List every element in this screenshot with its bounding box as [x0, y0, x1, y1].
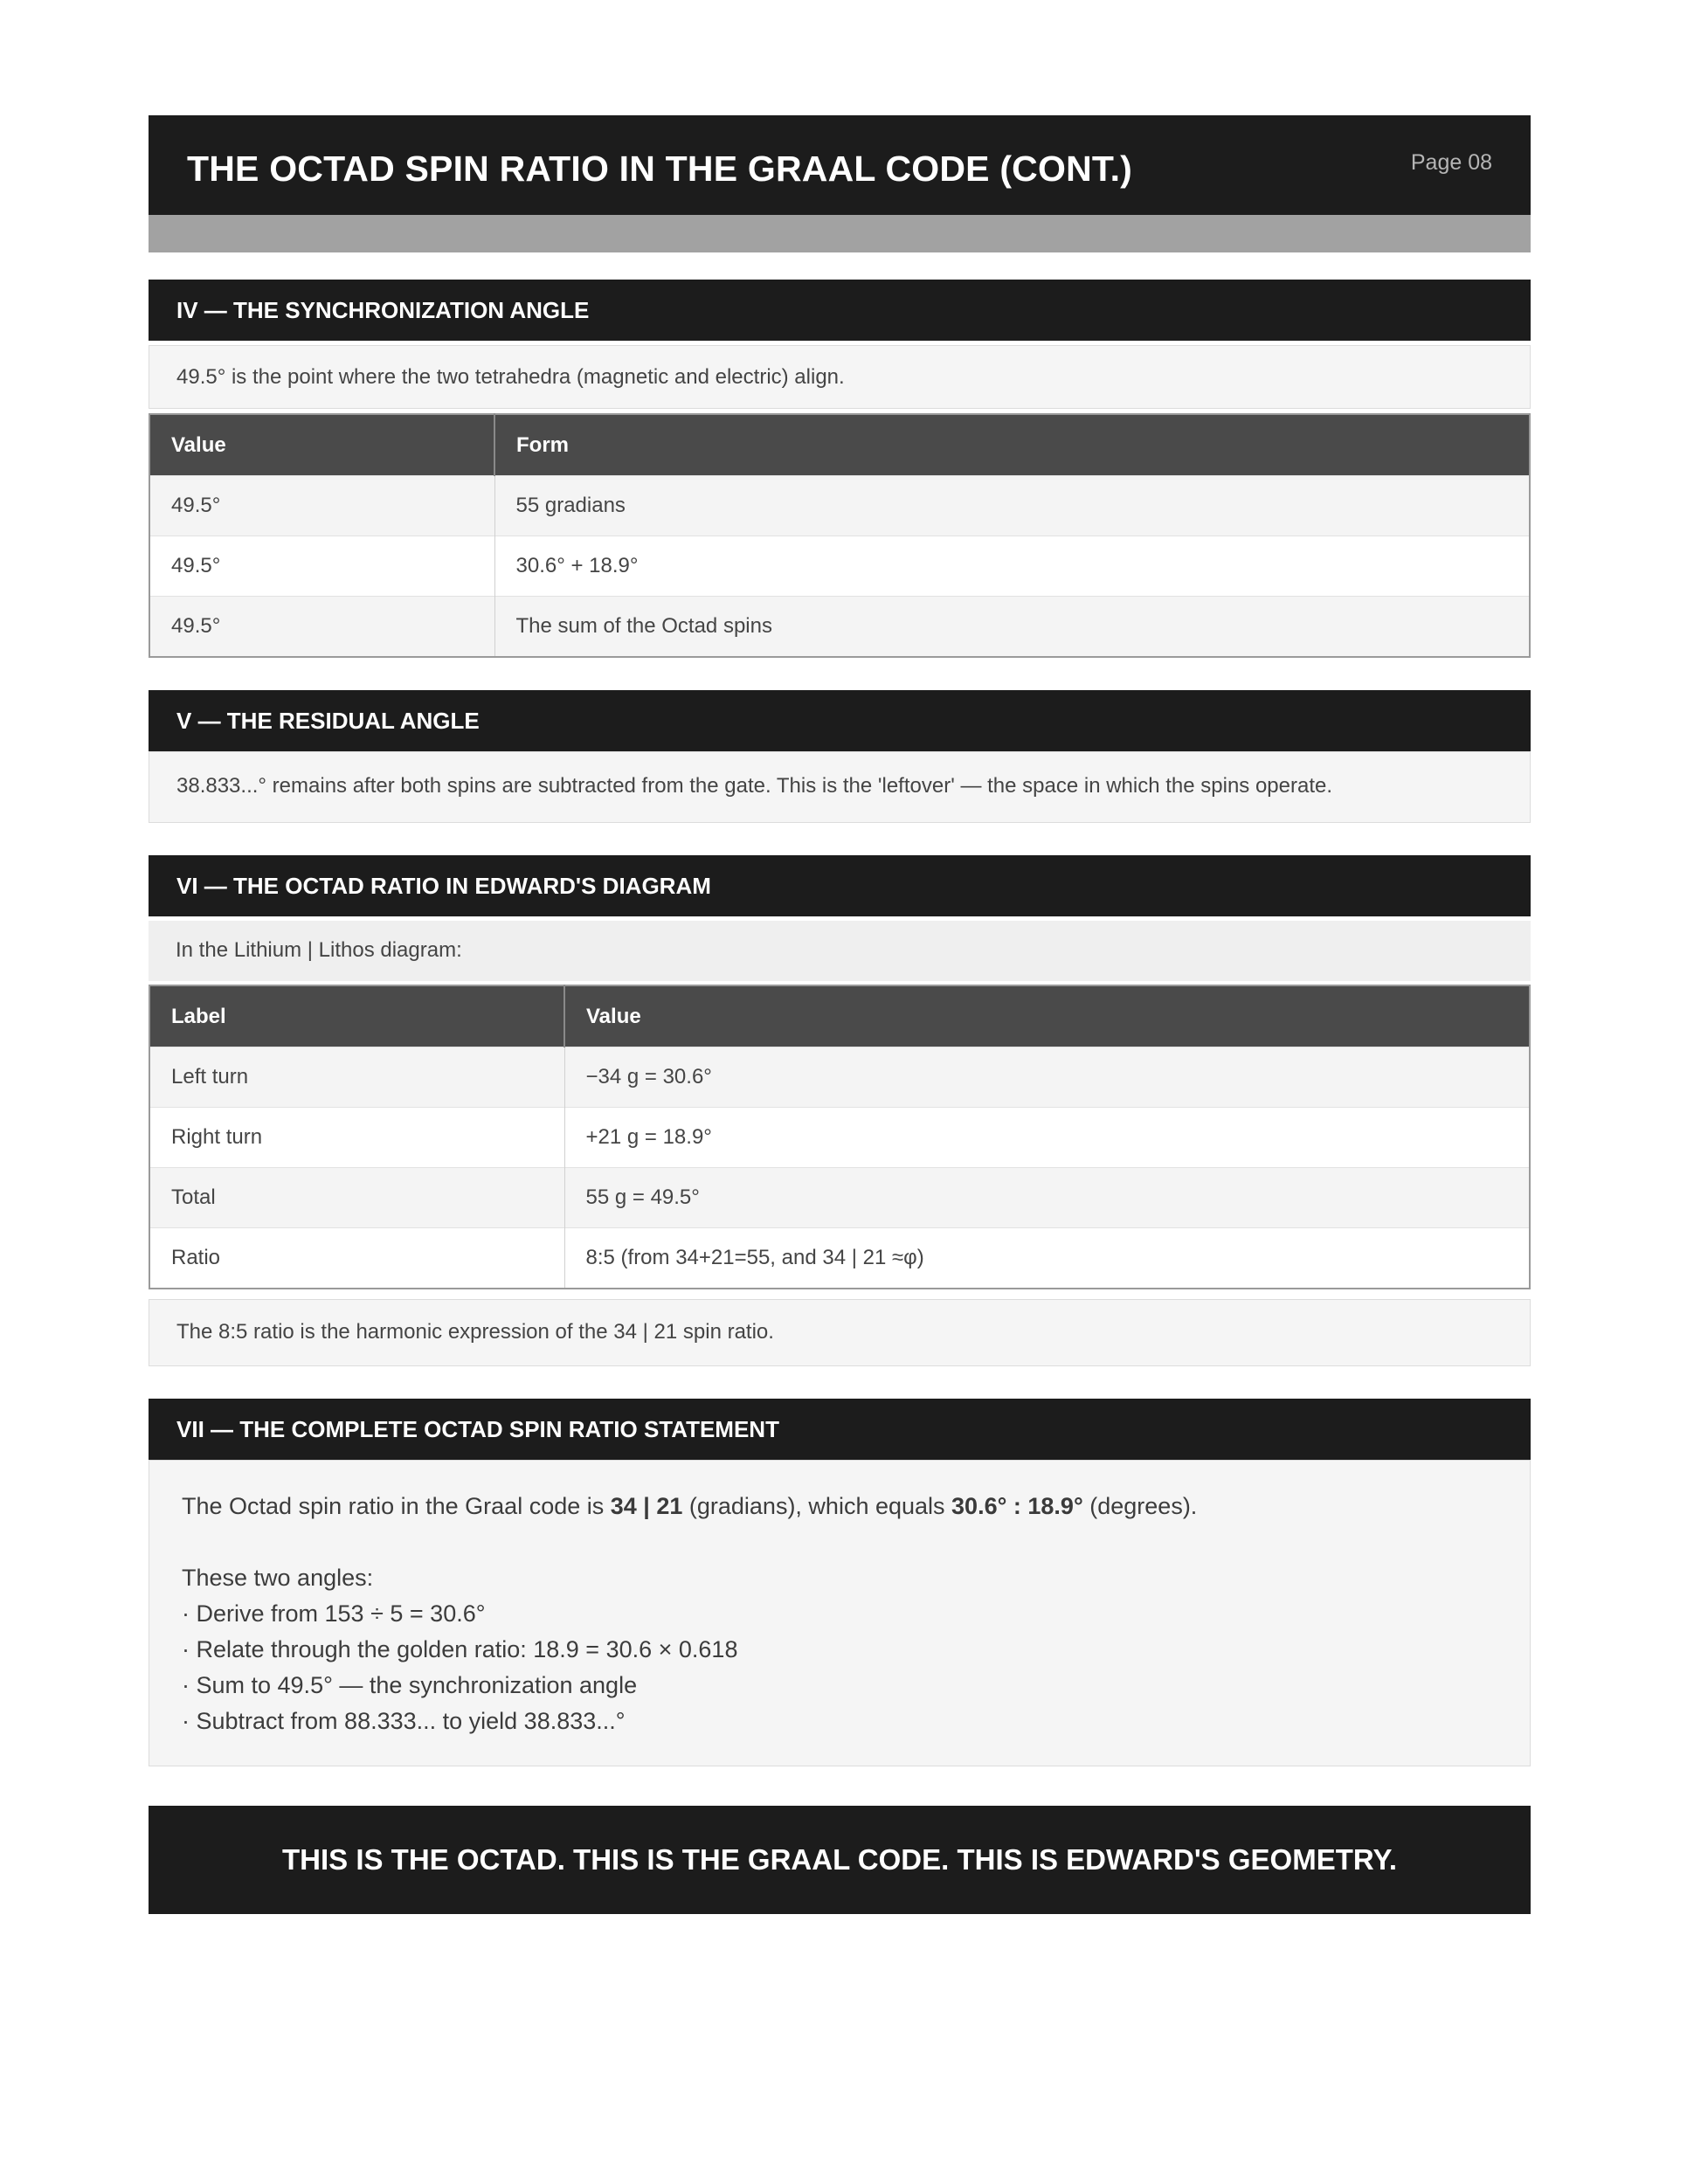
column-header-form: Form: [494, 414, 1530, 476]
list-item: · Subtract from 88.333... to yield 38.833...°: [182, 1708, 626, 1734]
statement-main-line: [182, 1489, 1498, 1524]
section-vii-statement: [149, 1460, 1531, 1766]
list-intro: These two angles:: [182, 1565, 374, 1591]
table-cell: 49.5°: [149, 476, 494, 536]
column-header-label: Label: [149, 985, 564, 1047]
table-cell: Left turn: [149, 1047, 564, 1108]
section-vii-heading: VII — THE COMPLETE OCTAD SPIN RATIO STATEMENT: [149, 1399, 1531, 1460]
table-row: [149, 536, 1530, 597]
list-item: · Relate through the golden ratio: 18.9 = 30.6 × 0.618: [182, 1636, 738, 1662]
section-iv-table: [149, 413, 1531, 658]
table-cell: +21 g = 18.9°: [564, 1108, 1530, 1168]
column-header-value: Value: [564, 985, 1530, 1047]
table-cell: 30.6° + 18.9°: [494, 536, 1530, 597]
statement-text: (gradians), which equals: [682, 1493, 952, 1519]
section-vi-table: [149, 985, 1531, 1289]
table-header-row: [149, 414, 1530, 476]
degree-value-b: 18.9°: [1027, 1493, 1083, 1519]
table-cell: 49.5°: [149, 536, 494, 597]
table-cell: 55 g = 49.5°: [564, 1168, 1530, 1228]
title-bar: [149, 115, 1531, 215]
section-iv-note: 49.5° is the point where the two tetrahedra (magnetic and electric) align.: [149, 345, 1531, 409]
section-iv-heading: IV — THE SYNCHRONIZATION ANGLE: [149, 280, 1531, 341]
table-header-row: [149, 985, 1530, 1047]
table-row: [149, 1168, 1530, 1228]
page-number: Page 08: [1410, 150, 1492, 175]
table-cell: 49.5°: [149, 597, 494, 658]
document-page: [149, 115, 1531, 1914]
table-cell: The sum of the Octad spins: [494, 597, 1530, 658]
degree-value-a: 30.6°: [951, 1493, 1007, 1519]
closing-banner: THIS IS THE OCTAD. THIS IS THE GRAAL CODE. THIS IS EDWARD'S GEOMETRY.: [149, 1806, 1531, 1914]
page-title: THE OCTAD SPIN RATIO IN THE GRAAL CODE (CONT.): [187, 149, 1133, 189]
statement-spacer: [182, 1524, 1498, 1560]
section-v-note: 38.833...° remains after both spins are subtracted from the gate. This is the 'leftover' — the space in which the spins operate.: [149, 751, 1531, 823]
gradian-ratio: 34 | 21: [610, 1493, 683, 1519]
title-underbar: [149, 215, 1531, 252]
table-cell: 55 gradians: [494, 476, 1530, 536]
ratio-separator: :: [1006, 1493, 1028, 1519]
column-header-value: Value: [149, 414, 494, 476]
table-cell: Total: [149, 1168, 564, 1228]
table-row: [149, 1228, 1530, 1289]
list-item: · Derive from 153 ÷ 5 = 30.6°: [182, 1600, 486, 1627]
section-vi-intro: In the Lithium | Lithos diagram:: [149, 921, 1531, 981]
table-cell: −34 g = 30.6°: [564, 1047, 1530, 1108]
table-cell: 8:5 (from 34+21=55, and 34 | 21 ≈φ): [564, 1228, 1530, 1289]
table-row: [149, 1047, 1530, 1108]
table-row: [149, 1108, 1530, 1168]
list-item: · Sum to 49.5° — the synchronization angle: [182, 1672, 638, 1698]
statement-text: (degrees).: [1082, 1493, 1198, 1519]
table-cell: Ratio: [149, 1228, 564, 1289]
table-row: [149, 597, 1530, 658]
table-row: [149, 476, 1530, 536]
statement-text: The Octad spin ratio in the Graal code is: [182, 1493, 611, 1519]
section-v-heading: V — THE RESIDUAL ANGLE: [149, 690, 1531, 751]
section-vi-note: The 8:5 ratio is the harmonic expression of the 34 | 21 spin ratio.: [149, 1299, 1531, 1366]
table-cell: Right turn: [149, 1108, 564, 1168]
section-vi-heading: VI — THE OCTAD RATIO IN EDWARD'S DIAGRAM: [149, 855, 1531, 916]
